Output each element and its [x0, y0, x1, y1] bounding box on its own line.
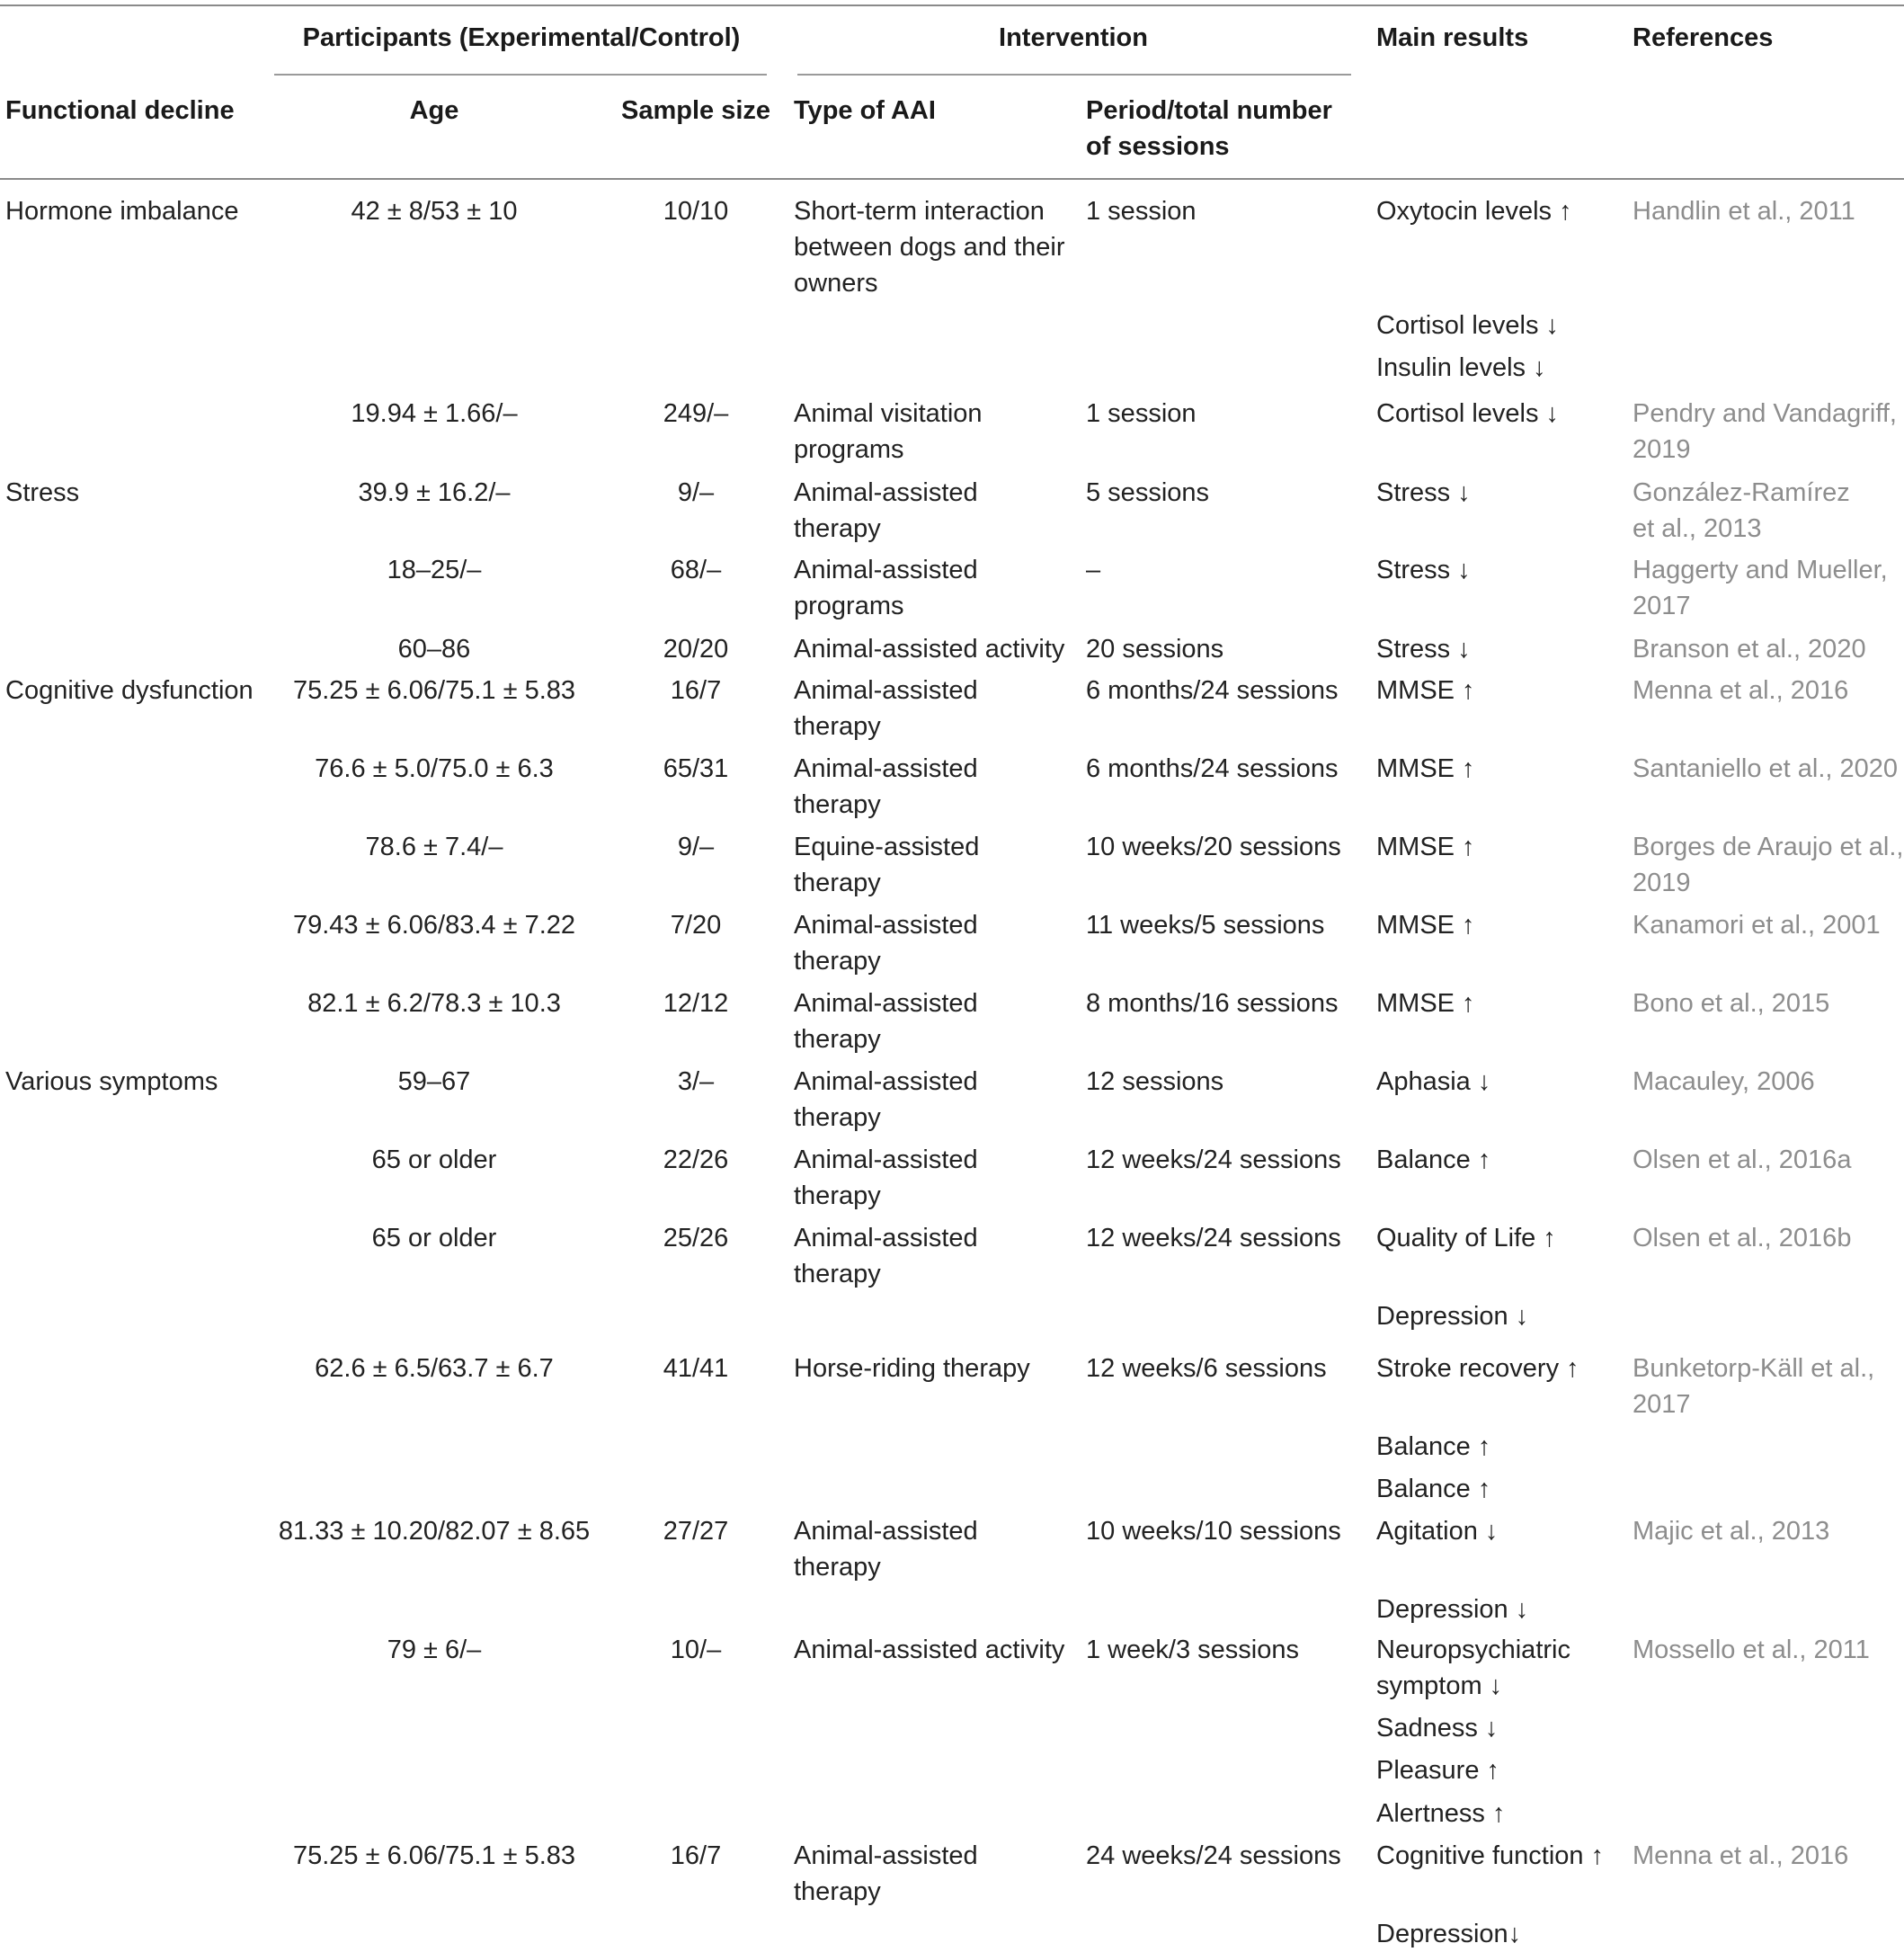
cell-period: 1 session	[1086, 197, 1197, 226]
cell-age: 62.6 ± 6.5/63.7 ± 6.7	[315, 1354, 554, 1383]
cell-period: 6 months/24 sessions	[1086, 754, 1339, 783]
cell-period: 24 weeks/24 sessions	[1086, 1841, 1341, 1870]
cell-main-result: Stress ↓	[1376, 478, 1471, 507]
header-references: References	[1633, 23, 1774, 52]
cell-age: 42 ± 8/53 ± 10	[351, 197, 518, 226]
cell-main-result: Pleasure ↑	[1376, 1756, 1500, 1785]
cell-main-result: Stroke recovery ↑	[1376, 1354, 1579, 1383]
cell-functional-decline: Hormone imbalance	[5, 197, 239, 226]
cell-sample-size: 68/–	[670, 556, 722, 584]
cell-age: 76.6 ± 5.0/75.0 ± 6.3	[315, 754, 554, 783]
cell-type-of-aai: therapy	[794, 869, 881, 897]
cell-age: 18–25/–	[387, 556, 482, 584]
cell-type-of-aai: Animal-assisted	[794, 1224, 978, 1252]
cell-period: 6 months/24 sessions	[1086, 676, 1339, 705]
cell-main-result: symptom ↓	[1376, 1671, 1503, 1700]
cell-sample-size: 16/7	[670, 676, 722, 705]
cell-period: 10 weeks/20 sessions	[1086, 833, 1341, 861]
cell-sample-size: 7/20	[670, 911, 722, 940]
cell-period: 12 weeks/6 sessions	[1086, 1354, 1327, 1383]
cell-reference: Menna et al., 2016	[1633, 1841, 1849, 1870]
cell-main-result: Balance ↑	[1376, 1432, 1491, 1461]
cell-reference: Olsen et al., 2016b	[1633, 1224, 1852, 1252]
cell-reference: Bunketorp-Käll et al.,	[1633, 1354, 1875, 1383]
cell-main-result: Stress ↓	[1376, 635, 1471, 664]
cell-period: 12 weeks/24 sessions	[1086, 1224, 1341, 1252]
cell-reference: Haggerty and Mueller,	[1633, 556, 1888, 584]
header-intervention: Intervention	[999, 23, 1148, 52]
cell-main-result: Balance ↑	[1376, 1145, 1491, 1174]
cell-reference: Pendry and Vandagriff,	[1633, 399, 1897, 428]
cell-period: 11 weeks/5 sessions	[1086, 911, 1325, 940]
header-age: Age	[409, 96, 459, 125]
cell-type-of-aai: Animal-assisted	[794, 676, 978, 705]
cell-main-result: Aphasia ↓	[1376, 1067, 1491, 1096]
cell-reference: Branson et al., 2020	[1633, 635, 1866, 664]
cell-age: 19.94 ± 1.66/–	[351, 399, 518, 428]
cell-type-of-aai: Animal-assisted	[794, 478, 978, 507]
cell-main-result: Agitation ↓	[1376, 1517, 1499, 1546]
cell-functional-decline: Stress	[5, 478, 80, 507]
cell-main-result: Depression↓	[1376, 1920, 1522, 1948]
cell-type-of-aai: Equine-assisted	[794, 833, 980, 861]
cell-sample-size: 10/–	[670, 1636, 722, 1664]
cell-main-result: Oxytocin levels ↑	[1376, 197, 1572, 226]
cell-age: 82.1 ± 6.2/78.3 ± 10.3	[307, 989, 561, 1018]
cell-main-result: MMSE ↑	[1376, 833, 1475, 861]
cell-reference: 2019	[1633, 869, 1691, 897]
cell-age: 81.33 ± 10.20/82.07 ± 8.65	[278, 1517, 591, 1546]
table-top-rule	[0, 4, 1904, 6]
cell-reference: 2017	[1633, 1390, 1691, 1419]
cell-sample-size: 10/10	[663, 197, 729, 226]
cell-period: 1 week/3 sessions	[1086, 1636, 1299, 1664]
cell-sample-size: 16/7	[670, 1841, 722, 1870]
cell-age: 75.25 ± 6.06/75.1 ± 5.83	[292, 1841, 576, 1870]
cell-sample-size: 41/41	[663, 1354, 729, 1383]
cell-reference: Macauley, 2006	[1633, 1067, 1815, 1096]
cell-reference: et al., 2013	[1633, 514, 1762, 543]
cell-main-result: Balance ↑	[1376, 1475, 1491, 1503]
cell-period: 10 weeks/10 sessions	[1086, 1517, 1341, 1546]
cell-sample-size: 12/12	[663, 989, 729, 1018]
cell-age: 79 ± 6/–	[387, 1636, 482, 1664]
cell-period: 8 months/16 sessions	[1086, 989, 1339, 1018]
cell-reference: Borges de Araujo et al.,	[1633, 833, 1904, 861]
cell-reference: Santaniello et al., 2020	[1633, 754, 1899, 783]
header-participants: Participants (Experimental/Control)	[302, 23, 741, 52]
cell-type-of-aai: therapy	[794, 1553, 881, 1582]
cell-main-result: Cognitive function ↑	[1376, 1841, 1605, 1870]
cell-main-result: MMSE ↑	[1376, 989, 1475, 1018]
header-functional-decline: Functional decline	[5, 96, 235, 125]
cell-age: 78.6 ± 7.4/–	[365, 833, 503, 861]
cell-reference: Majic et al., 2013	[1633, 1517, 1830, 1546]
cell-reference: Kanamori et al., 2001	[1633, 911, 1881, 940]
cell-sample-size: 25/26	[663, 1224, 729, 1252]
cell-main-result: Cortisol levels ↓	[1376, 399, 1560, 428]
cell-main-result: Quality of Life ↑	[1376, 1224, 1556, 1252]
cell-sample-size: 9/–	[677, 478, 715, 507]
cell-main-result: Depression ↓	[1376, 1595, 1529, 1624]
cell-reference: Menna et al., 2016	[1633, 676, 1849, 705]
cell-main-result: Alertness ↑	[1376, 1799, 1506, 1828]
cell-period: 12 sessions	[1086, 1067, 1224, 1096]
cell-period: 12 weeks/24 sessions	[1086, 1145, 1341, 1174]
cell-type-of-aai: owners	[794, 269, 878, 298]
cell-type-of-aai: Animal-assisted	[794, 1517, 978, 1546]
cell-sample-size: 22/26	[663, 1145, 729, 1174]
cell-type-of-aai: between dogs and their	[794, 233, 1065, 262]
cell-sample-size: 27/27	[663, 1517, 729, 1546]
cell-main-result: Insulin levels ↓	[1376, 353, 1546, 382]
cell-main-result: Cortisol levels ↓	[1376, 311, 1560, 340]
cell-period: 5 sessions	[1086, 478, 1210, 507]
cell-sample-size: 65/31	[663, 754, 729, 783]
cell-age: 60–86	[397, 635, 471, 664]
cell-functional-decline: Cognitive dysfunction	[5, 676, 254, 705]
cell-age: 39.9 ± 16.2/–	[358, 478, 511, 507]
header-type-of-aai: Type of AAI	[794, 96, 936, 125]
cell-type-of-aai: therapy	[794, 1025, 881, 1054]
cell-type-of-aai: Horse-riding therapy	[794, 1354, 1030, 1383]
cell-main-result: MMSE ↑	[1376, 754, 1475, 783]
cell-type-of-aai: Animal-assisted	[794, 989, 978, 1018]
cell-age: 75.25 ± 6.06/75.1 ± 5.83	[292, 676, 576, 705]
cell-period: –	[1086, 556, 1101, 584]
cell-type-of-aai: Animal-assisted activity	[794, 635, 1065, 664]
intervention-underline	[797, 74, 1351, 76]
cell-period: 20 sessions	[1086, 635, 1224, 664]
cell-type-of-aai: therapy	[794, 1260, 881, 1288]
cell-type-of-aai: therapy	[794, 514, 881, 543]
cell-type-of-aai: programs	[794, 435, 904, 464]
header-main-results: Main results	[1376, 23, 1529, 52]
cell-age: 79.43 ± 6.06/83.4 ± 7.22	[292, 911, 576, 940]
cell-type-of-aai: Animal-assisted	[794, 1841, 978, 1870]
participants-underline	[274, 74, 767, 76]
cell-sample-size: 249/–	[663, 399, 729, 428]
header-period-line2: of sessions	[1086, 132, 1230, 161]
cell-type-of-aai: therapy	[794, 1103, 881, 1132]
cell-main-result: Neuropsychiatric	[1376, 1636, 1570, 1664]
cell-main-result: MMSE ↑	[1376, 911, 1475, 940]
header-period-line1: Period/total number	[1086, 96, 1332, 125]
cell-main-result: MMSE ↑	[1376, 676, 1475, 705]
cell-type-of-aai: therapy	[794, 1877, 881, 1906]
cell-sample-size: 3/–	[677, 1067, 715, 1096]
cell-type-of-aai: Animal-assisted	[794, 754, 978, 783]
cell-main-result: Stress ↓	[1376, 556, 1471, 584]
cell-main-result: Depression ↓	[1376, 1302, 1529, 1331]
cell-reference: Olsen et al., 2016a	[1633, 1145, 1852, 1174]
cell-age: 65 or older	[371, 1145, 497, 1174]
cell-sample-size: 9/–	[677, 833, 715, 861]
header-sample-size: Sample size	[620, 96, 771, 125]
cell-type-of-aai: Animal-assisted	[794, 556, 978, 584]
cell-functional-decline: Various symptoms	[5, 1067, 218, 1096]
cell-reference: González-Ramírez	[1633, 478, 1850, 507]
cell-age: 65 or older	[371, 1224, 497, 1252]
cell-type-of-aai: Animal-assisted	[794, 1145, 978, 1174]
cell-reference: 2019	[1633, 435, 1691, 464]
cell-reference: Mossello et al., 2011	[1633, 1636, 1870, 1664]
cell-type-of-aai: therapy	[794, 712, 881, 741]
cell-type-of-aai: Animal-assisted activity	[794, 1636, 1065, 1664]
cell-type-of-aai: programs	[794, 592, 904, 620]
cell-type-of-aai: therapy	[794, 1181, 881, 1210]
header-bottom-rule	[0, 178, 1904, 180]
cell-type-of-aai: Animal-assisted	[794, 1067, 978, 1096]
cell-sample-size: 20/20	[663, 635, 729, 664]
cell-main-result: Sadness ↓	[1376, 1714, 1499, 1743]
cell-type-of-aai: Animal visitation	[794, 399, 983, 428]
cell-type-of-aai: Short-term interaction	[794, 197, 1045, 226]
cell-type-of-aai: Animal-assisted	[794, 911, 978, 940]
cell-reference: 2017	[1633, 592, 1691, 620]
cell-period: 1 session	[1086, 399, 1197, 428]
cell-reference: Bono et al., 2015	[1633, 989, 1830, 1018]
cell-type-of-aai: therapy	[794, 790, 881, 819]
cell-reference: Handlin et al., 2011	[1633, 197, 1855, 226]
cell-age: 59–67	[397, 1067, 471, 1096]
cell-type-of-aai: therapy	[794, 947, 881, 976]
